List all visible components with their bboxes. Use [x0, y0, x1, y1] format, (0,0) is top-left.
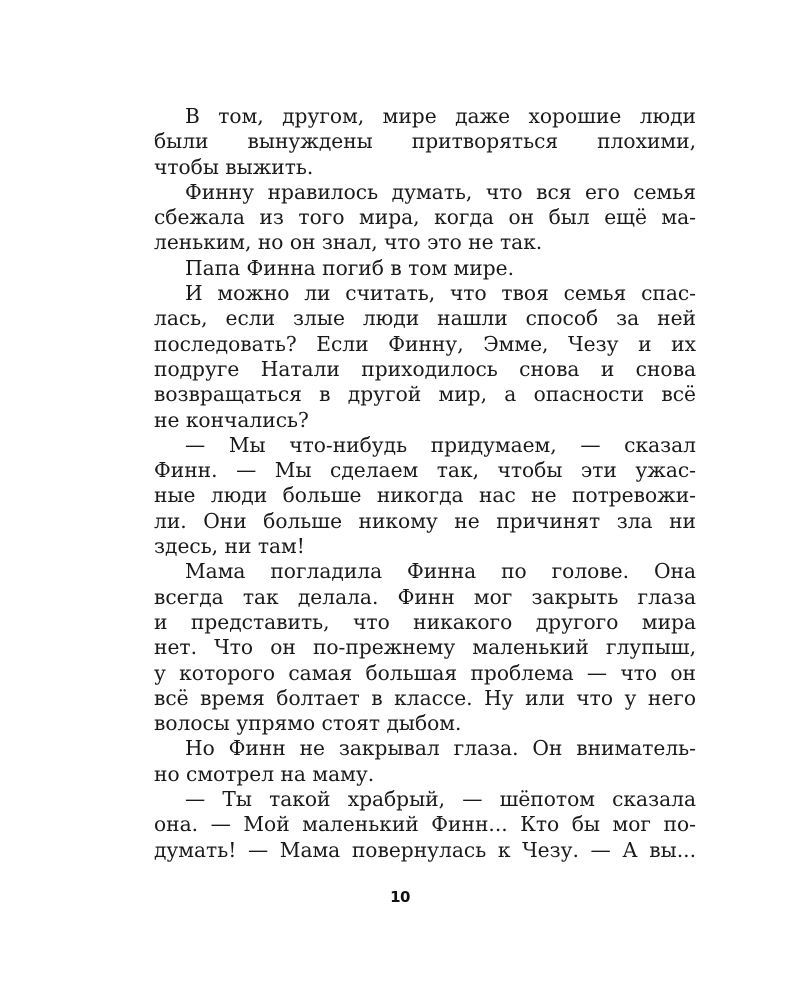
text-line: чтобы выжить.: [154, 154, 314, 179]
text-line: Финн. — Мы сделаем так, чтобы эти ужас-: [154, 458, 696, 483]
text-line: И можно ли считать, что твоя семья спас-: [185, 281, 696, 306]
text-line: думать! — Мама повернулась к Чезу. — А вы...: [154, 837, 696, 862]
text-line: возвращаться в другой мир, а опасности всё: [154, 382, 696, 407]
text-line: у которого самая большая проблема — что он: [154, 660, 696, 685]
text-line: — Ты такой храбрый, — шёпотом сказала: [185, 787, 696, 812]
text-line: ли. Они больше никому не причинят зла ни: [154, 508, 696, 533]
text-line: волосы упрямо стоят дыбом.: [154, 711, 462, 736]
text-line: были вынуждены притворяться плохими,: [154, 129, 696, 154]
text-line: но смотрел на маму.: [154, 761, 375, 786]
text-line: ные люди больше никогда нас не потревожи-: [154, 483, 696, 508]
text-line: всегда так делала. Финн мог закрыть глаза: [154, 584, 696, 609]
text-line: лась, если злые люди нашли способ за ней: [154, 306, 696, 331]
page-number: 10: [390, 888, 410, 906]
text-line: Но Финн не закрывал глаза. Он вниматель-: [185, 736, 696, 761]
text-line: леньким, но он знал, что это не так.: [154, 230, 543, 255]
text-line: — Мы что-нибудь придумаем, — сказал: [185, 432, 696, 457]
text-line: здесь, ни там!: [154, 534, 305, 559]
text-line: нет. Что он по-прежнему маленький глупыш,: [154, 635, 696, 660]
text-line: Мама погладила Финна по голове. Она: [185, 559, 696, 584]
text-line: всё время болтает в классе. Ну или что у него: [154, 685, 696, 710]
text-line: Папа Финна погиб в том мире.: [185, 255, 515, 280]
text-line: и представить, что никакого другого мира: [154, 609, 696, 634]
text-line: Финну нравилось думать, что вся его семья: [185, 179, 696, 204]
page-text: [154, 104, 696, 863]
text-line: она. — Мой маленький Финн... Кто бы мог по-: [154, 812, 696, 837]
text-line: В том, другом, мире даже хорошие люди: [185, 104, 696, 128]
text-line: последовать? Если Финну, Эмме, Чезу и их: [154, 331, 696, 356]
text-line: подруге Натали приходилось снова и снова: [154, 356, 696, 381]
text-line: сбежала из того мира, когда он был ещё ма-: [154, 205, 696, 230]
text-line: не кончались?: [154, 407, 309, 432]
